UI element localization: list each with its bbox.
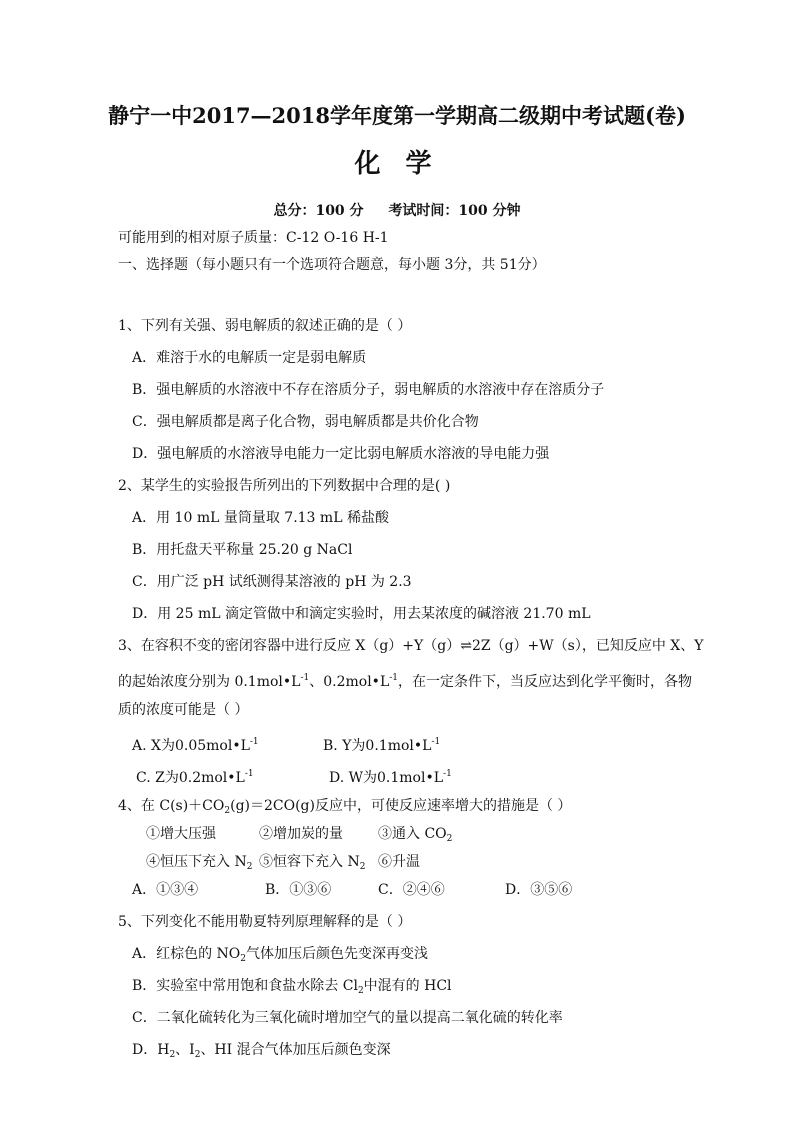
- q4-measure-6: ⑥升温: [378, 854, 420, 870]
- q5-option-a-sub: 2: [240, 954, 247, 964]
- q3-sup2: -1: [389, 673, 399, 683]
- q4-measure-4-sub: 2: [246, 862, 253, 872]
- exam-time: 考试时间：100 分钟: [388, 203, 521, 219]
- q3-option-b: [323, 732, 440, 756]
- q2-option-a: A．用 10 mL 量筒量取 7.13 mL 稀盐酸: [132, 510, 389, 526]
- q3-option-a: [132, 732, 259, 756]
- q3-option-b-sup: -1: [431, 737, 441, 747]
- q4-measure-4: [146, 852, 252, 877]
- q3-option-d-sup: -1: [443, 769, 452, 779]
- q3-option-d-text: D. W为0.1mol•L: [329, 770, 444, 786]
- q3-stem-line1: 3、在容积不变的密闭容器中进行反应 X（g）+Y（g）⇌2Z（g）+W（s），已知反应中 X、Y: [118, 638, 704, 654]
- q4-measure-4-text: ④恒压下充入 N: [146, 854, 247, 870]
- q4-option-b: B．①③⑥: [265, 882, 332, 898]
- atomic-masses: 可能用到的相对原子质量：C-12 O-16 H-1: [118, 230, 389, 246]
- q4-measure-5-text: ⑤恒容下充入 N: [259, 854, 360, 870]
- q5-option-a-part1: A．红棕色的 NO: [132, 946, 241, 962]
- q3-line2-part2: 、0.2mol•L: [309, 674, 390, 690]
- q3-option-c-text: C. Z为0.2mol•L: [136, 770, 245, 786]
- q4-option-a: A．①③④: [132, 882, 199, 898]
- q2-option-d: D．用 25 mL 滴定管做中和滴定实验时，用去某浓度的碱溶液 21.70 mL: [132, 606, 591, 622]
- exam-title: 静宁一中2017—2018学年度第一学期高二级期中考试题(卷): [108, 103, 686, 128]
- q2-option-c: C．用广泛 pH 试纸测得某溶液的 pH 为 2.3: [132, 574, 412, 590]
- q5-option-d-part2: 、I: [175, 1042, 195, 1058]
- q4-stem-part2: (g)＝2CO(g)反应中，可使反应速率增大的措施是（ ）: [230, 798, 572, 814]
- q3-sup1: -1: [300, 673, 310, 683]
- q5-option-d-sub1: 2: [169, 1050, 176, 1060]
- q5-option-a: [132, 944, 428, 969]
- q4-measure-3-sub: 2: [446, 834, 453, 844]
- q2-stem: 2、某学生的实验报告所列出的下列数据中合理的是( ): [118, 478, 451, 494]
- q5-option-b-part2: 中混有的 HCl: [363, 978, 452, 994]
- q3-line2-part1: 的起始浓度分别为 0.1mol•L: [118, 674, 301, 690]
- q5-option-b-sub: 2: [357, 986, 364, 996]
- exam-meta: [0, 200, 794, 220]
- q4-measure-5: [259, 852, 365, 877]
- q5-option-b-part1: B．实验室中常用饱和食盐水除去 Cl: [132, 978, 358, 994]
- q3-option-b-text: B. Y为0.1mol•L: [323, 738, 432, 754]
- q5-option-d-part3: 、HI 混合气体加压后颜色变深: [200, 1042, 391, 1058]
- section-heading: 一、选择题（每小题只有一个选项符合题意，每小题 3分，共 51分）: [118, 257, 546, 273]
- q1-option-a: A．难溶于水的电解质一定是弱电解质: [132, 350, 367, 366]
- q4-stem-sub: 2: [224, 806, 231, 816]
- q3-stem-line2: [118, 668, 692, 692]
- q4-stem-part1: 4、在 C(s)＋CO: [118, 798, 225, 814]
- q2-option-b: B．用托盘天平称量 25.20 g NaCl: [132, 542, 353, 558]
- q4-measure-3: [378, 824, 452, 849]
- q1-stem: 1、下列有关强、弱电解质的叙述正确的是（ ）: [118, 318, 412, 334]
- q3-option-d: [329, 764, 452, 788]
- q1-option-c: C．强电解质都是离子化合物，弱电解质都是共价化合物: [132, 414, 479, 430]
- q4-measure-3-text: ③通入 CO: [378, 826, 447, 842]
- q5-option-a-part2: 气体加压后颜色先变深再变浅: [246, 946, 429, 962]
- q5-stem: 5、下列变化不能用勒夏特列原理解释的是（ ）: [118, 914, 412, 930]
- q3-stem-line3: 质的浓度可能是（ ）: [118, 702, 249, 718]
- q4-measure-5-sub: 2: [359, 862, 366, 872]
- q5-option-c: C．二氧化硫转化为三氧化硫时增加空气的量以提高二氧化硫的转化率: [132, 1010, 563, 1026]
- q4-option-c: C．②④⑥: [378, 882, 445, 898]
- q4-option-d: D．③⑤⑥: [505, 882, 573, 898]
- q4-stem: [118, 796, 571, 821]
- q1-option-d: D．强电解质的水溶液导电能力一定比弱电解质水溶液的导电能力强: [132, 446, 550, 462]
- subject-title: 化 学: [354, 149, 440, 179]
- q3-line2-part3: ，在一定条件下，当反应达到化学平衡时，各物: [398, 674, 693, 690]
- q4-measure-1: ①增大压强: [146, 826, 216, 842]
- q3-option-a-sup: -1: [249, 737, 259, 747]
- q5-option-b: [132, 976, 452, 1001]
- q4-measure-2: ②增加炭的量: [259, 826, 343, 842]
- total-score: 总分：100 分: [273, 203, 364, 219]
- q5-option-d-sub2: 2: [194, 1050, 201, 1060]
- q1-option-b: B．强电解质的水溶液中不存在溶质分子，弱电解质的水溶液中存在溶质分子: [132, 382, 605, 398]
- q3-option-c-sup: -1: [244, 769, 254, 779]
- q5-option-d: [132, 1040, 391, 1065]
- q5-option-d-part1: D．H: [132, 1042, 170, 1058]
- q3-option-a-text: A. X为0.05mol•L: [132, 738, 250, 754]
- q3-option-c: [136, 764, 254, 788]
